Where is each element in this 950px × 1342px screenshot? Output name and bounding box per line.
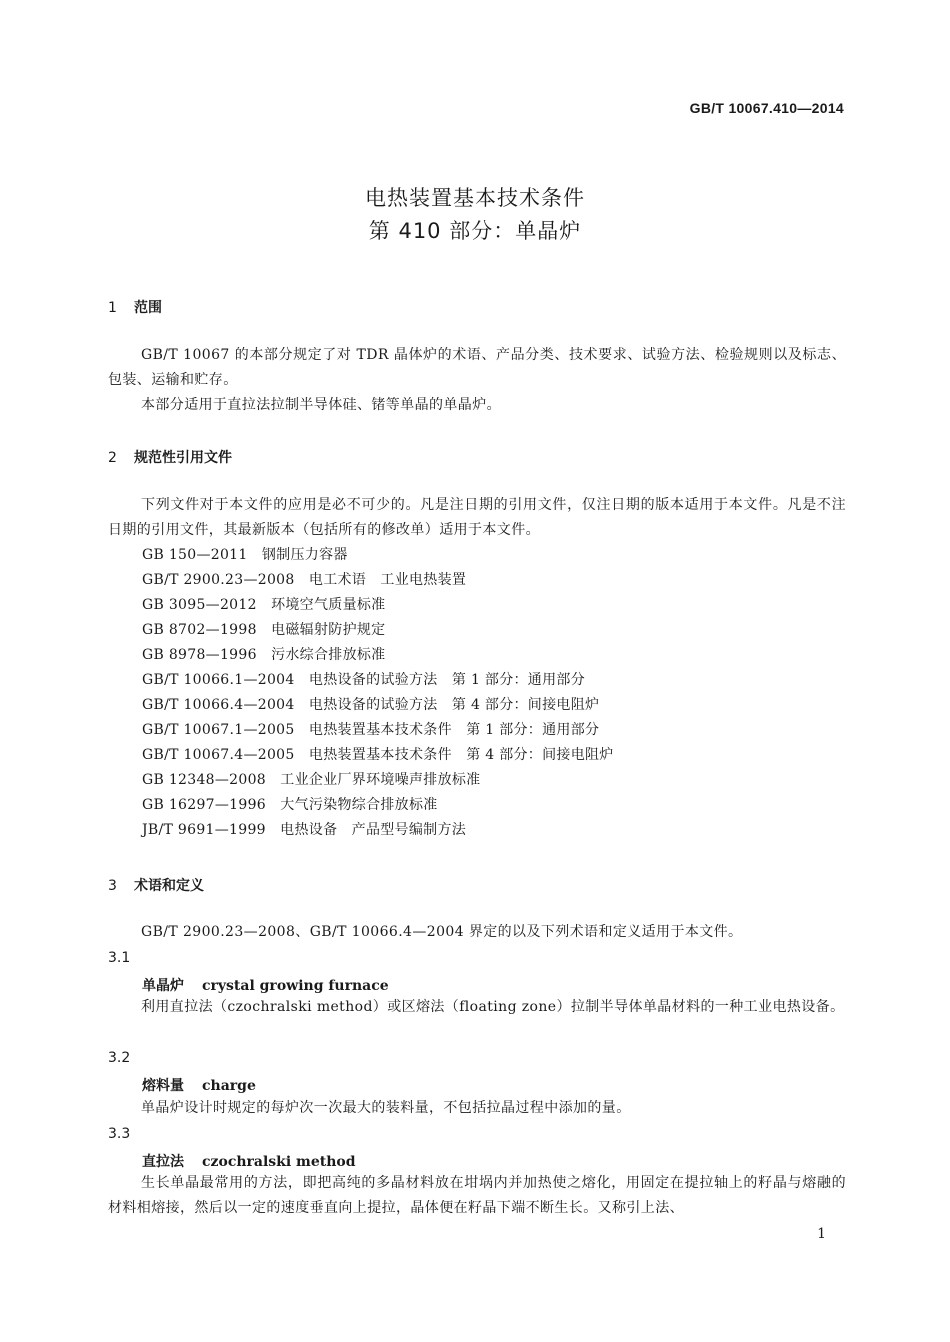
term-chinese: 熔料量 bbox=[142, 1078, 184, 1094]
term-definition: 利用直拉法（czochralski method）或区熔法（floating zone）拉制半导体单晶材料的一种工业电热设备。 bbox=[141, 999, 845, 1015]
section-heading-scope bbox=[108, 297, 162, 317]
term-english: czochralski method bbox=[202, 1154, 356, 1170]
term-entry bbox=[142, 975, 389, 995]
reference-item: GB/T 10067.1—2005 电热装置基本技术条件 第 1 部分：通用部分 bbox=[142, 722, 600, 738]
section-number: 3 bbox=[108, 878, 117, 894]
section-number: 1 bbox=[108, 300, 117, 316]
reference-item: GB/T 2900.23—2008 电工术语 工业电热装置 bbox=[142, 572, 467, 588]
document-title: 电热装置基本技术条件 bbox=[365, 186, 585, 210]
term-chinese: 直拉法 bbox=[142, 1154, 184, 1170]
paragraph: 本部分适用于直拉法拉制半导体硅、锗等单晶的单晶炉。 bbox=[141, 397, 501, 413]
reference-item: GB/T 10067.4—2005 电热装置基本技术条件 第 4 部分：间接电阻炉 bbox=[142, 747, 614, 763]
term-chinese: 单晶炉 bbox=[142, 978, 184, 994]
term-number: 3.1 bbox=[108, 950, 131, 966]
reference-item: GB 8702—1998 电磁辐射防护规定 bbox=[142, 622, 386, 638]
paragraph: 下列文件对于本文件的应用是必不可少的。凡是注日期的引用文件，仅注日期的版本适用于本文件。凡是不注日期的引用文件，其最新版本（包括所有的修改单）适用于本文件。 bbox=[108, 497, 846, 538]
term-entry bbox=[142, 1151, 356, 1171]
paragraph: GB/T 10067 的本部分规定了对 TDR 晶体炉的术语、产品分类、技术要求、试验方法、检验规则以及标志、包装、运输和贮存。 bbox=[108, 347, 846, 388]
term-number: 3.2 bbox=[108, 1050, 131, 1066]
reference-item: GB/T 10066.4—2004 电热设备的试验方法 第 4 部分：间接电阻炉 bbox=[142, 697, 600, 713]
term-entry bbox=[142, 1075, 256, 1095]
standard-number: GB/T 10067.410—2014 bbox=[689, 100, 844, 116]
section-title: 范围 bbox=[134, 300, 162, 316]
reference-item: GB 8978—1996 污水综合排放标准 bbox=[142, 647, 386, 663]
section-title: 术语和定义 bbox=[134, 878, 204, 894]
reference-item: GB 3095—2012 环境空气质量标准 bbox=[142, 597, 386, 613]
reference-item: GB 12348—2008 工业企业厂界环境噪声排放标准 bbox=[142, 772, 481, 788]
page-number: 1 bbox=[817, 1226, 826, 1242]
reference-item: JB/T 9691—1999 电热设备 产品型号编制方法 bbox=[142, 822, 467, 838]
section-number: 2 bbox=[108, 450, 117, 466]
term-definition: 单晶炉设计时规定的每炉次一次最大的装料量，不包括拉晶过程中添加的量。 bbox=[141, 1100, 631, 1116]
term-definition: 生长单晶最常用的方法，即把高纯的多晶材料放在坩埚内并加热使之熔化，用固定在提拉轴上的籽晶与熔融的材料相熔接，然后以一定的速度垂直向上提拉，晶体便在籽晶下端不断生长。又称引上法、 bbox=[108, 1175, 846, 1216]
reference-item: GB/T 10066.1—2004 电热设备的试验方法 第 1 部分：通用部分 bbox=[142, 672, 586, 688]
term-english: charge bbox=[202, 1078, 256, 1094]
document-subtitle: 第 410 部分：单晶炉 bbox=[368, 219, 582, 243]
reference-item: GB 16297—1996 大气污染物综合排放标准 bbox=[142, 797, 438, 813]
section-heading-terms-and-definitions bbox=[108, 875, 204, 895]
reference-item: GB 150—2011 钢制压力容器 bbox=[142, 547, 348, 563]
section-title: 规范性引用文件 bbox=[134, 450, 232, 466]
term-english: crystal growing furnace bbox=[202, 978, 389, 994]
section-heading-normative-references bbox=[108, 447, 232, 467]
term-number: 3.3 bbox=[108, 1126, 131, 1142]
paragraph: GB/T 2900.23—2008、GB/T 10066.4—2004 界定的以及下列术语和定义适用于本文件。 bbox=[141, 924, 743, 940]
